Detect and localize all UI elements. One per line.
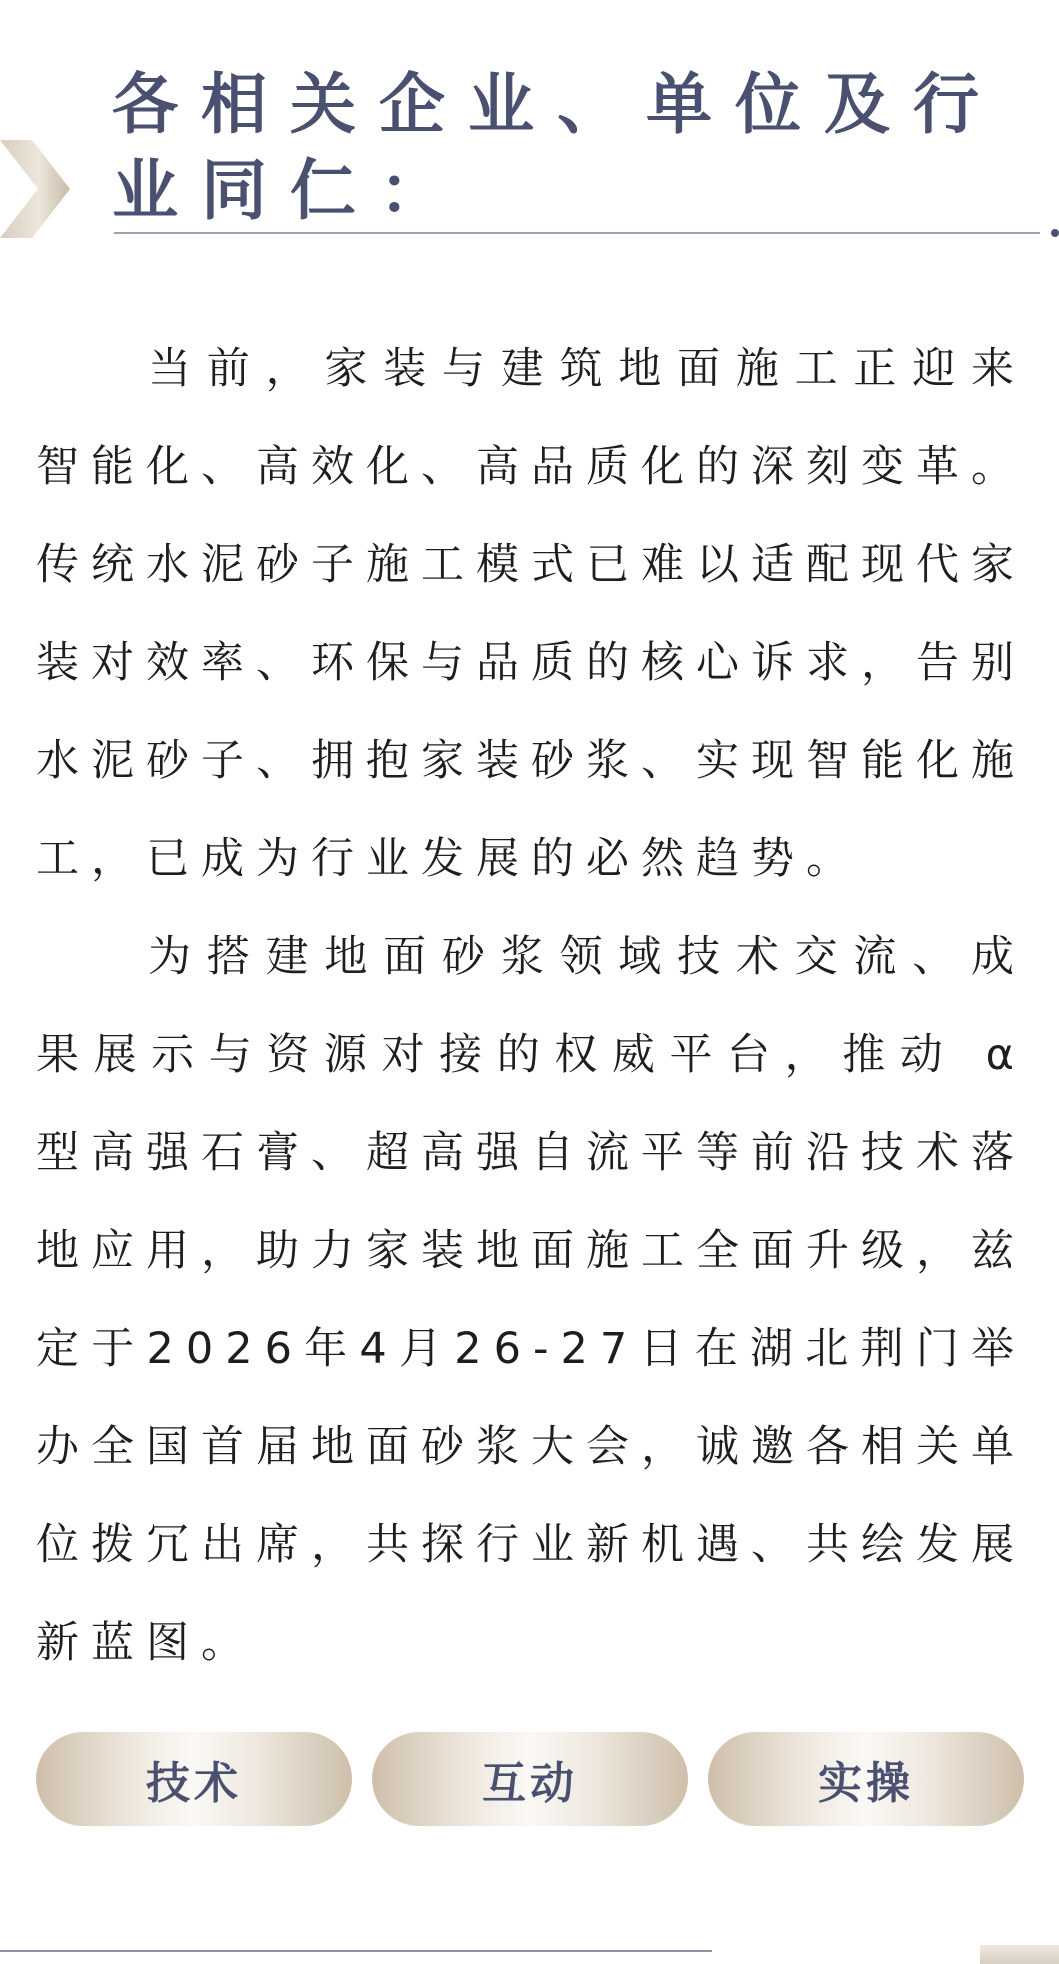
bottom-corner-decoration (980, 1945, 1059, 1964)
paragraph-invitation: 为搭建地面砂浆领域技术交流、成果展示与资源对接的权威平台，推动 α 型高强石膏、超高强自流平等前沿技术落地应用，助力家装地面施工全面升级，兹定于2026年4月26-27日在湖北荆门举办全国首届地面砂浆大会，诚邀各相关单位拨冗出席，共探行业新机遇、共绘发展新蓝图。 (36, 932, 1026, 1668)
tag-technology-button[interactable]: 技术 (36, 1732, 352, 1826)
tag-row (36, 1732, 1024, 1826)
bottom-divider (0, 1950, 712, 1952)
divider-dot (1051, 229, 1059, 237)
chevron-right-icon (0, 140, 70, 238)
paragraph-intro: 当前，家装与建筑地面施工正迎来智能化、高效化、高品质化的深刻变革。传统水泥砂子施工模式已难以适配现代家装对效率、环保与品质的核心诉求，告别水泥砂子、拥抱家装砂浆、实现智能化施工，已成为行业发展的必然趋势。 (36, 344, 1026, 884)
tag-practice-button[interactable]: 实操 (708, 1732, 1024, 1826)
page-title: 各相关企业、单位及行业同仁： (112, 66, 1002, 229)
heading-divider (114, 232, 1040, 234)
tag-interaction-button[interactable]: 互动 (372, 1732, 688, 1826)
letter-body (36, 320, 1026, 1692)
